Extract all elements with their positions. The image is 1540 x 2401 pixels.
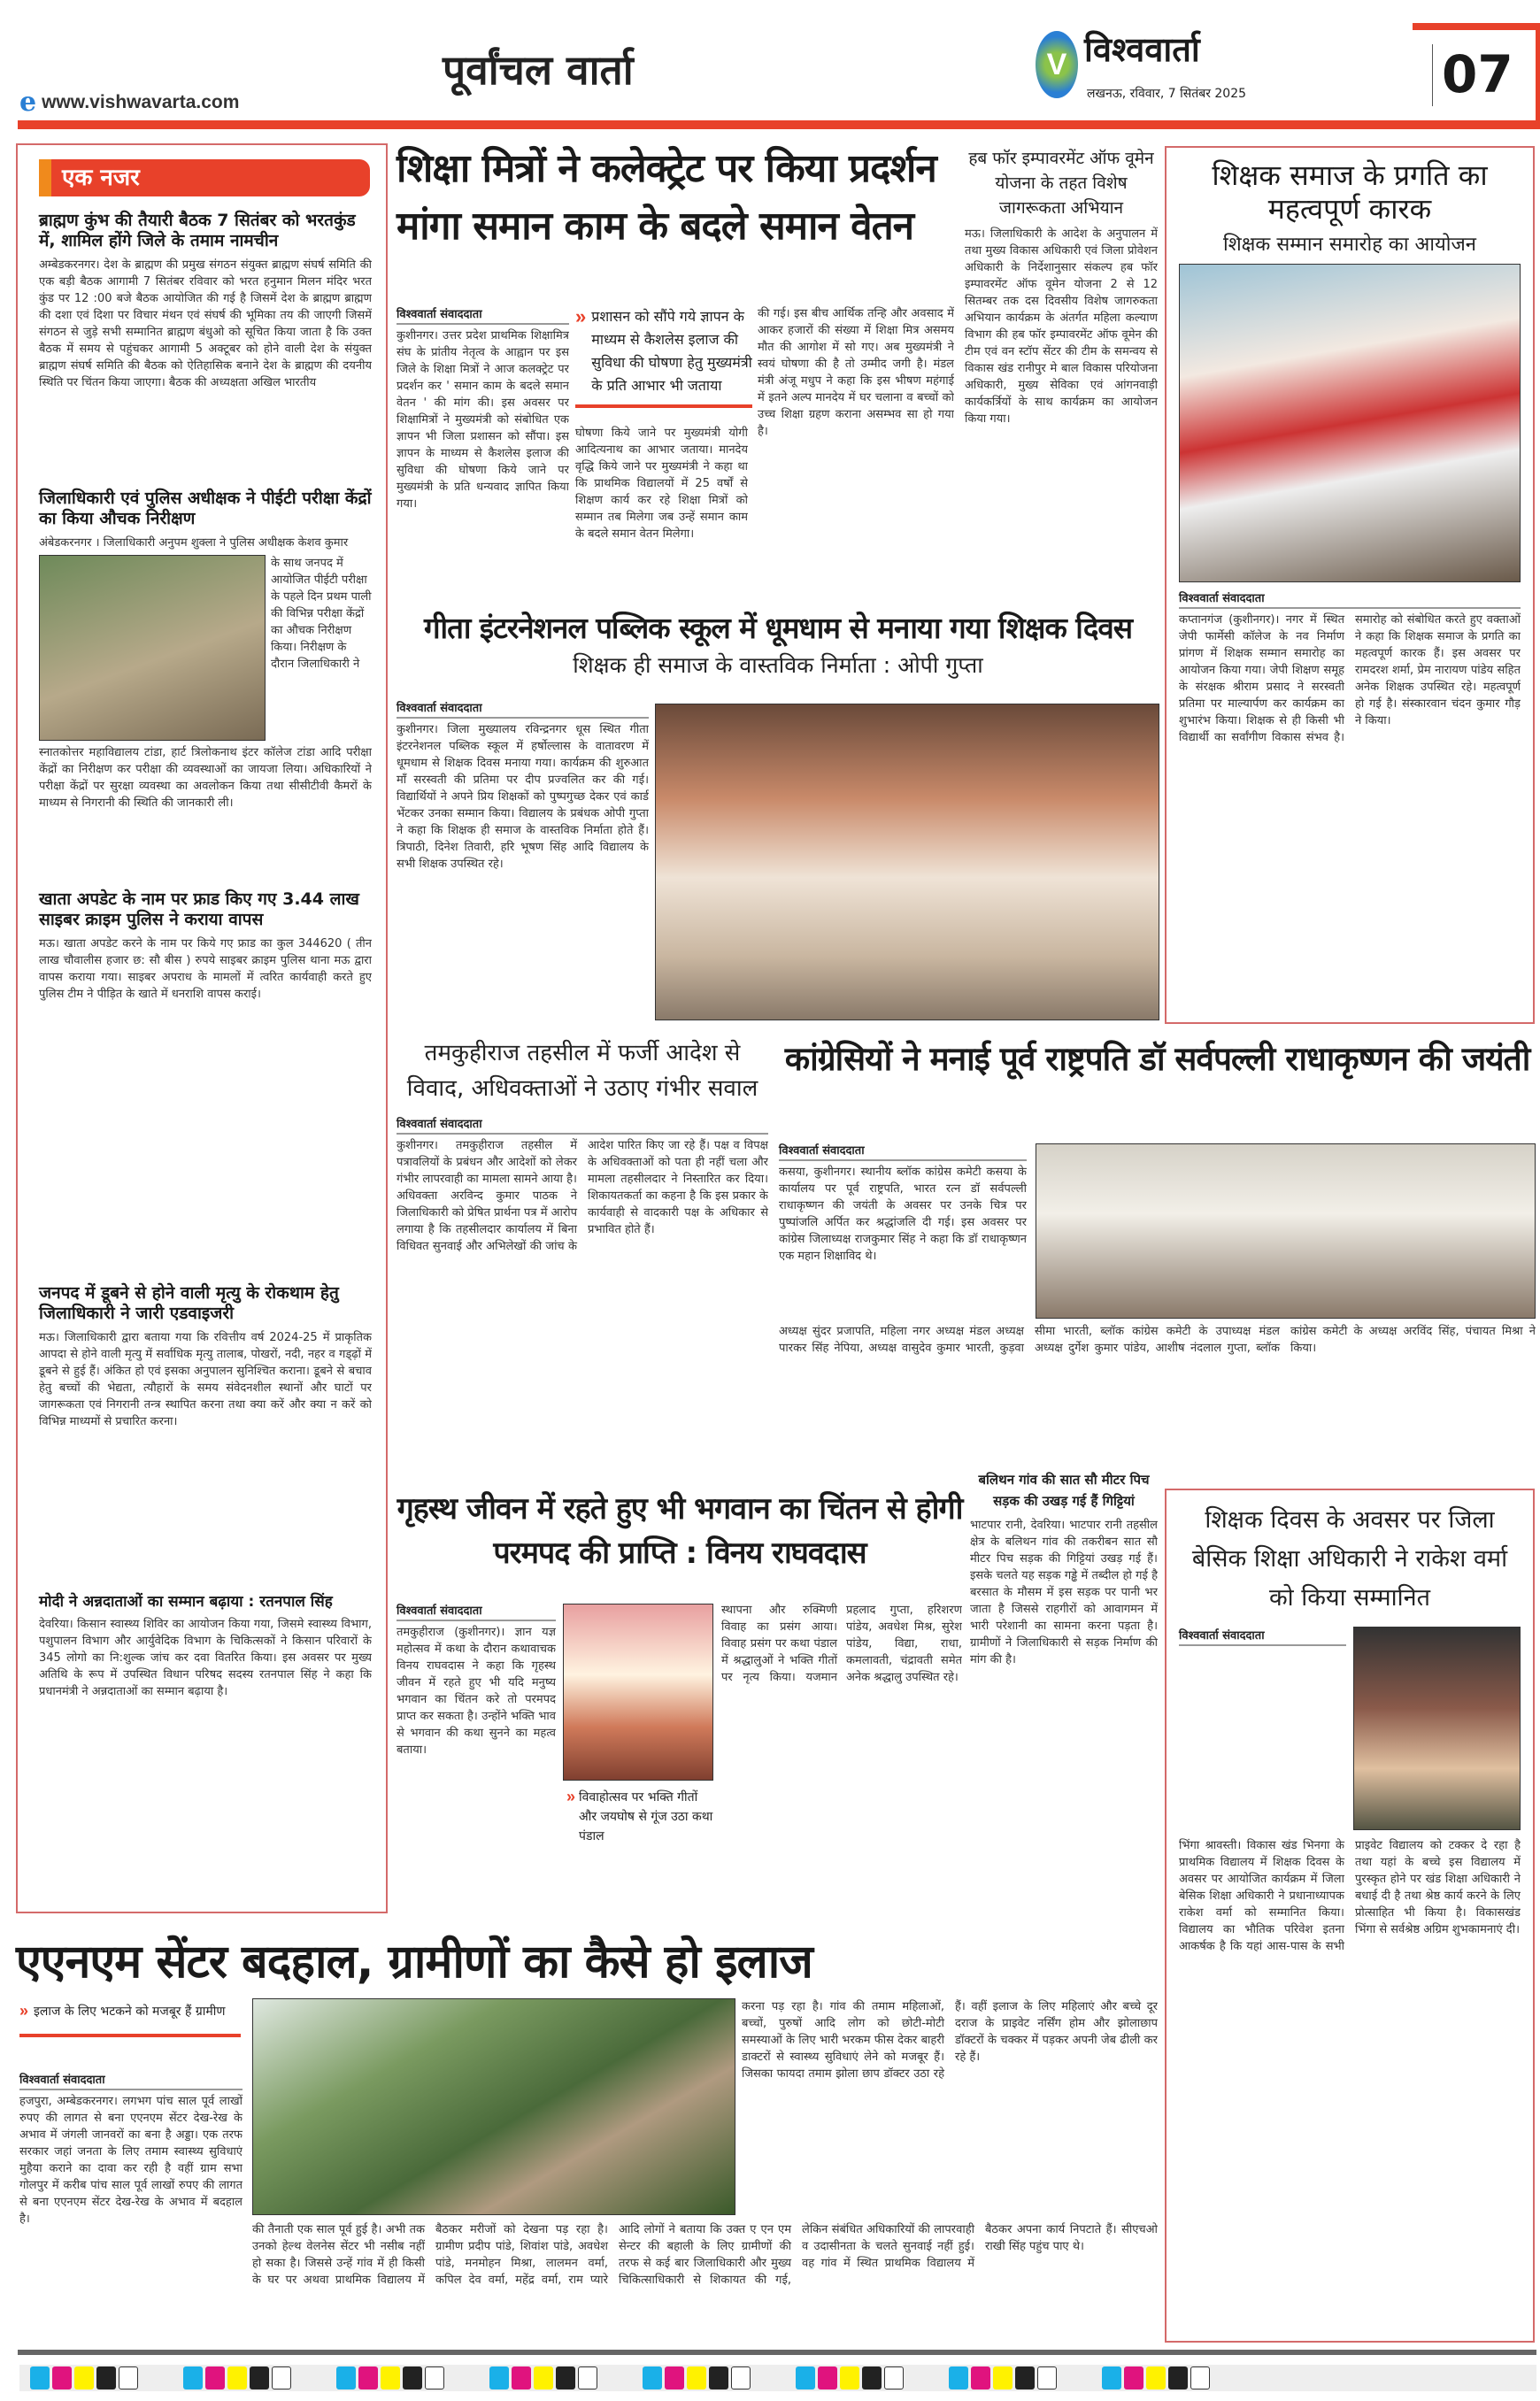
page-number: 07: [1432, 44, 1513, 106]
article-brahman-kumbh: [39, 211, 372, 460]
byline: विश्ववार्ता संवाददाता: [779, 1142, 1027, 1161]
photo-teachers-day-group: [655, 704, 1159, 1020]
article-body: कसया, कुशीनगर। स्थानीय ब्लॉक कांग्रेस कमेटी कसया के कार्यालय पर पूर्व राष्ट्रपति, भारत रत्न डॉ सर्वपल्ली राधाकृष्णन की जयंती के अवसर पर उनके चित्र पर पुष्पांजलि अर्पित कर श्रद्धांजलि दी गई। इस अवसर पर कांग्रेस जिलाध्यक्ष राजकुमार सिंह ने कहा कि डॉ राधाकृष्णन एक महान शिक्षाविद थे।: [779, 1166, 1027, 1263]
section-title: पूर्वांचल वार्ता: [443, 46, 634, 94]
article-balithan-road: [970, 1469, 1158, 1897]
quote-chevron-icon: »: [575, 305, 587, 327]
lead-story: [397, 146, 959, 250]
article-body: भाटपार रानी, देवरिया। भाटपार रानी तहसील क्षेत्र के बलिथन गांव की तकरीबन सात सौ मीटर पिच सड़क की गिट्टियां उखड़ गई हैं। इसके चलते यह सड़क गड्ढे में तब्दील हो गई है बरसात के मौसम में इस सड़क पर पानी भर जाता है जिससे राहगीरों को आवागमन में भारी परेशानी का सामना करना पड़ता है। ग्रामीणों ने जिलाधिकारी से सड़क निर्माण की मांग की है।: [970, 1519, 1158, 1666]
article-body: कप्तानगंज (कुशीनगर)। नगर में स्थित जेपी फार्मेसी कॉलेज के नव निर्माण प्रांगण में शिक्षक सम्मान समारोह का आयोजन किया गया। जेपी शिक्षण समूह के संरक्षक श्रीराम प्रसाद ने सरस्वती प्रतिमा पर माल्यार्पण कर कार्यक्रम का शुभारंभ किया। शिक्षक से ही किसी भी विद्यार्थी का सर्वांगीण विकास संभव है। समारोह को संबोधित करते हुए वक्ताओं ने कहा कि शिक्षक समाज के प्रगति का महत्वपूर्ण कारक हैं। इस अवसर पर रामदरश शर्मा, प्रेम नारायण पांडेय सहित अनेक शिक्षक उपस्थित रहे। महत्वपूर्ण हो गई है। संस्कारवान चंदन कुमार गौड़ ने किया।: [1179, 612, 1521, 744]
grihasth-pullquote: [566, 1788, 717, 1846]
quote-chevron-icon: »: [566, 1788, 576, 1805]
byline: विश्ववार्ता संवाददाता: [19, 2071, 243, 2090]
ek-nazar-tag: [39, 159, 370, 196]
color-swatch-group: [489, 2366, 600, 2389]
headline: हब फॉर इम्पावरमेंट ऑफ वूमेन योजना के तहत विशेष जागरूकता अभियान: [968, 149, 1154, 218]
byline: विश्ववार्ता संवाददाता: [1179, 1627, 1346, 1646]
headline: शिक्षक दिवस के अवसर पर जिला बेसिक शिक्षा अधिकारी ने राकेश वर्मा को किया सम्मानित: [1191, 1506, 1508, 1612]
headline: जिलाधिकारी एवं पुलिस अधीक्षक ने पीईटी परीक्षा केंद्रों का किया औचक निरीक्षण: [39, 489, 372, 528]
article-congress: [779, 1040, 1536, 1079]
article-body: तमकुहीराज (कुशीनगर)। ज्ञान यज्ञ महोत्सव में कथा के दौरान कथावाचक विनय राघवदास ने कहा कि गृहस्थ जीवन में रहते हुए भी यदि मनुष्य भगवान का चिंतन करे तो परमपद प्राप्त कर सकता है। उन्होंने भक्ति भाव से भगवान की कथा सुनने का महत्व बताया।: [397, 1626, 556, 1757]
article-body: देवरिया। किसान स्वास्थ्य शिविर का आयोजन किया गया, जिसमे स्वास्थ्य विभाग, पशुपालन विभाग और आर्युवेदिक विभाग के चिकित्सकों ने किसान परिवारों के 345 लोगो का नि:शुल्क जांच कर दवा वितरित किया। इस अवसर पर मुख्य अतिथि के रूप में उपस्थित विधान परिषद सदस्य रतनपाल सिंह ने कहा कि प्रधानमंत्री ने अन्नदाताओं का सम्मान बढ़ाया है।: [39, 1618, 372, 1699]
photo-congress-tribute: [1036, 1143, 1536, 1319]
color-swatch-group: [796, 2366, 906, 2389]
photo-award: [1353, 1627, 1521, 1830]
headline: शिक्षक समाज के प्रगति का महत्वपूर्ण कारक: [1212, 158, 1488, 227]
article-body: के साथ जनपद में आयोजित पीईटी परीक्षा के पहले दिन प्रथम पाली की विभिन्न परीक्षा केंद्रों का औचक निरीक्षण किया। निरीक्षण के दौरान जिलाधिकारी ने: [271, 556, 372, 671]
article-grihasth: [397, 1487, 963, 1575]
article-lead: अंबेडकरनगर । जिलाधिकारी अनुपम शुक्ला ने पुलिस अधीक्षक केशव कुमार: [39, 535, 349, 550]
color-swatch-group: [30, 2366, 141, 2389]
article-modi-farmers: [39, 1593, 372, 1899]
color-swatch-group: [949, 2366, 1059, 2389]
brand-logo-icon: V: [1036, 31, 1078, 98]
dateline: लखनऊ, रविवार, 7 सितंबर 2025: [1087, 87, 1247, 101]
lead-col-1: [397, 305, 569, 593]
congress-caption-text: अध्यक्ष सुंदर प्रजापति, महिला नगर अध्यक्ष मंडल अध्यक्ष पारकर सिंह नेपिया, अध्यक्ष वासुदेव कुमार भारती, कुड़वा सीमा भारती, ब्लॉक कांग्रेस कमेटी के उपाध्यक्ष मंडल अध्यक्ष दुर्गेश कुमार पांडेय, आशीष नंदलाल गुप्ता, ब्लॉक कांग्रेस कमेटी के अध्यक्ष अरविंद सिंह, पंचायत मिश्रा ने किया।: [779, 1325, 1536, 1355]
tag-label: एक नजर: [62, 165, 140, 191]
article-tamkuhi: [397, 1035, 768, 1456]
anm-col-1: [19, 2071, 243, 2350]
byline: विश्ववार्ता संवाददाता: [397, 305, 569, 325]
lead-col-3: की गई। इस बीच आर्थिक तन्हि और अवसाद में आकर हजारों की संख्या में शिक्षा मित्र असमय मौत की आगोश में सो गए। अब मुख्यमंत्री ने स्वयं घोषणा की है तो उम्मीद जगी है। मंडल मंत्री अंजू मधुप ने कहा कि इस भीषण महंगाई में इतने अल्प मानदेय में घर चलाना व बच्चों को उच्च शिक्षा ग्रहण कराना असम्भव सा हो गया है।: [758, 307, 954, 438]
anm-headline: एएनएम सेंटर बदहाल, ग्रामीणों का कैसे हो इलाज: [16, 1935, 812, 1989]
article-rakesh-verma: [1165, 1489, 1535, 2343]
color-swatch-group: [643, 2366, 753, 2389]
article-body: कुशीनगर। तमकुहीराज तहसील में पत्रावलियों के प्रबंधन और आदेशों को लेकर गंभीर लापरवाही का मामला सामने आया है। अधिवक्ता अरविन्द कुमार पाठक ने जिलाधिकारी को प्रेषित प्रार्थना पत्र में आरोप लगाया है कि तहसीलदार कार्यालय में बिना विधिवत सुनवाई और अभिलेखों की जांच के आदेश पारित किए जा रहे हैं। पक्ष व विपक्ष के अधिवक्ताओं को पता ही नहीं चला और मामला तहसीलदार ने निस्तारित कर दिया। शिकायतकर्ता का कहना है कि इस प्रकार के कार्यवाही से वादकारी पक्ष के अधिकार से प्रभावित होते हैं।: [397, 1139, 768, 1253]
article-body: अम्बेडकरनगर। देश के ब्राह्मण की प्रमुख संगठन संयुक्त ब्राह्मण संघर्ष समिति की एक बड़ी बैठक आगामी 7 सितंबर रविवार को भरत हनुमान मिलन मंदिर भरत कुंड पर 12 :00 बजे बैठक आयोजित की गई है जिसमें देश के ब्राह्मण ब्राह्मण की दशा एवं दिशा पर विचार मंथन एवं संघर्ष की भूमिका तय की जाएगी जिसमें संगठन से जुड़े सभी सम्मानित ब्राह्मण बंधुओ को सूचित किया जाता है कि उक्त बैठक में समय से पहुंचकर आगामी 5 अक्टूबर को होने वाली देश के संयुक्त ब्राह्मण संघर्ष समिति की बैठक को ऐतिहासिक बनाने देश के ब्राह्मण की दयनीय स्थिति पर चिंतन किया जाएगा। बैठक की अध्यक्षता अखिल भारतीय: [39, 258, 372, 389]
quote-chevron-icon: »: [19, 2002, 29, 2020]
article-pet-inspection: [39, 489, 372, 904]
grihasth-col-3: स्थापना और रुक्मिणी विवाह का प्रसंग आया। विवाह प्रसंग पर कथा पंडाल में श्रद्धालुओं ने भक्ति गीतों पर नृत्य किया। यजमान प्रहलाद गुप्ता, हरिशरण पांडेय, अवधेश मिश्र, सुरेश पांडेय, विद्या, राधा, कमलावती, चंद्रावती समेत अनेक श्रद्धालु उपस्थित रहे।: [721, 1604, 962, 1684]
site-url[interactable]: e www.vishwavarta.com: [19, 87, 240, 118]
grihasth-col-1: [397, 1602, 556, 1916]
gita-body: [397, 699, 649, 1022]
color-swatch-group: [183, 2366, 294, 2389]
anm-col-2: करना पड़ रहा है। गांव की तमाम महिलाओं, बच्चों, पुरुषों आदि लोग को छोटी-मोटी समस्याओं के लिए भारी भरकम फीस देकर बाहरी डाक्टरों से स्वास्थ्य सुविधाएं लेने को मजबूर हैं। जिसका फायदा तमाम झोला छाप डॉक्टर उठा रहे हैं। वहीं इलाज के लिए महिलाएं और बच्चे दूर दराज के प्राइवेट नर्सिंग होम और झोलाछाप डॉक्टरों के चक्कर में पड़कर अपनी जेब ढीली कर रहे हैं।: [742, 2000, 1158, 2081]
byline: विश्ववार्ता संवाददाता: [397, 699, 649, 719]
subheadline: शिक्षक ही समाज के वास्तविक निर्माता : ओपी गुप्ता: [573, 651, 983, 678]
headline: मांगा समान काम के बदले समान वेतन: [397, 203, 914, 249]
article-body: कुशीनगर। जिला मुख्यालय रविन्द्रनगर धूस स्थित गीता इंटरनेशनल पब्लिक स्कूल में हर्षोल्लास के वातावरण में धूमधाम से शिक्षक दिवस मनाया गया। कार्यक्रम की शुरुआत माँ सरस्वती की प्रतिमा पर दीप प्रज्वलित कर की गई। विद्यार्थियों ने अपने प्रिय शिक्षकों को पुष्पगुच्छ देकर एवं कार्ड भेंटकर उनका सम्मान किया। विद्यालय के प्रबंधक ओपी गुप्ता ने कहा कि शिक्षक ही समाज के वास्तविक निर्माता होते हैं। त्रिपाठी, दिनेश तिवारी, हरि भूषण सिंह आदि विद्यालय के सभी शिक्षक उपस्थित रहे।: [397, 723, 649, 871]
color-registration-bar: [19, 2365, 1536, 2391]
article-body: मऊ। जिलाधिकारी द्वारा बताया गया कि रवित्तीय वर्ष 2024-25 में प्राकृतिक आपदा से होने वाली मृत्यु में सर्वाधिक मृत्यु तालाब, पोखरों, नदी, नहर व गड्ढ़ों में डूबने से हुई हैं। अंकित हो एवं इसका अनुपालन सुनिश्चित कराना। डूबने से बचाव हेतु बच्चों की भेद्यता, त्यौहारों के समय संवेदनशील स्थानों और घाटों पर जागरूकता एवं निगरानी तन्त्र स्थापित करना तथा क्या करें और क्या न करें को विभिन्न माध्यमों से प्रचारित करना।: [39, 1330, 372, 1428]
article-body: मऊ। जिलाधिकारी के आदेश के अनुपालन में तथा मुख्य विकास अधिकारी एवं जिला प्रोवेशन अधिकारी के निर्देशानुसार संकल्प हब फॉर इम्पावरमेंट ऑफ वूमेन योजना 2 से 12 सितम्बर तक दस दिवसीय विशेष जागरुकता अभियान कार्यक्रम के अंतर्गत महिला कल्याण विभाग की हब फॉर इम्पावरमेंट ऑफ वूमेन की टीम एवं वन स्टॉप सेंटर की टीम के समन्वय से विकास खंड रानीपुर मे बाल विकास परियोजना अधिकारी, मुख्य सेविका एवं आंगनवाड़ी कार्यकर्त्रियों के साथ कार्यक्रम का आयोजन किया गया।: [965, 227, 1158, 426]
headline: कांग्रेसियों ने मनाई पूर्व राष्ट्रपति डॉ सर्वपल्ली राधाकृष्णन की जयंती: [784, 1040, 1530, 1078]
color-swatch-group: [1102, 2366, 1213, 2389]
headline: ब्राह्मण कुंभ की तैयारी बैठक 7 सितंबर को भरतकुंड में, शामिल होंगे जिले के तमाम नामचीन: [39, 211, 356, 250]
article-hub-women: [965, 146, 1158, 580]
headline: जनपद में डूबने से होने वाली मृत्यु के रोकथाम हेतु जिलाधिकारी ने जारी एडवाइजरी: [39, 1283, 339, 1323]
color-swatch-group: [336, 2366, 447, 2389]
headline: बलिथन गांव की सात सौ मीटर पिच सड़क की उखड़ गई हैं गिट्टियां: [978, 1472, 1150, 1509]
headline: मोदी ने अन्नदाताओं का सम्मान बढ़ाया : रतनपाल सिंह: [39, 1593, 333, 1611]
browser-e-icon: e: [19, 87, 37, 118]
article-body: हजपुरा, अम्बेडकरनगर। लगभग पांच साल पूर्व लाखों रुपए की लागत से बना एएनएम सेंटर देख-रेख के अभाव में जंगली जानवरों का बना है अड्डा। एक तरफ सरकार जहां जनता के लिए तमाम स्वास्थ्य सुविधाएं मुहैया कराने का दावा कर रही है वहीं ग्राम सभा गोलपुर में करीब पांच साल पूर्व लाखों रुपए की लागत से बना एएनएम सेंटर देख-रेख के अभाव में बदहाल है।: [19, 2095, 243, 2226]
article-cyber-fraud: [39, 889, 372, 1254]
article-body: भिंगा श्रावस्ती। विकास खंड भिनगा के प्राथमिक विद्यालय में शिक्षक दिवस के अवसर पर आयोजित कार्यक्रम में जिला बेसिक शिक्षा अधिकारी ने प्रधानाध्यापक राकेश वर्मा को सम्मानित किया। विद्यालय का भौतिक परिवेश इतना आकर्षक है कि यहां आस-पास के सभी प्राइवेट विद्यालय को टक्कर दे रहा है तथा यहां के बच्चे इस विद्यालय में पुरस्कृत होने पर खंड शिक्षा अधिकारी ने बधाई दी है तथा श्रेष्ठ कार्य करने के लिए प्रोत्साहित भी किया है। विकासखंड भिंगा से सर्वश्रेष्ठ अग्रिम शुभकामनाएं दी।: [1179, 1839, 1521, 1953]
byline: विश्ववार्ता संवाददाता: [1179, 589, 1521, 609]
byline: विश्ववार्ता संवाददाता: [397, 1115, 768, 1135]
footer-rule: [18, 2350, 1536, 2355]
pullquote: इलाज के लिए भटकने को मजबूर हैं ग्रामीण: [34, 2005, 226, 2019]
article-body: मऊ। खाता अपडेट करने के नाम पर किये गए फ्राड का कुल 344620 ( तीन लाख चौवालीस हजार छ: सौ बीस ) रुपये साइबर क्राइम पुलिस थाना मऊ द्वारा वापस कराया गया। साइबर अपराध के मामलों में त्वरित कार्यवाही करते हुए पुलिस टीम ने पीड़ित के खाते में धनराशि वापस कराई।: [39, 936, 372, 1001]
headline: खाता अपडेट के नाम पर फ्राड किए गए 3.44 लाख साइबर क्राइम पुलिस ने कराया वापस: [39, 889, 359, 929]
headline: तमकुहीराज तहसील में फर्जी आदेश से विवाद, अधिवक्ताओं ने उठाए गंभीर सवाल: [406, 1040, 758, 1102]
photo-anm-center: [252, 1998, 735, 2215]
photo-exam-inspection: [39, 555, 266, 741]
headline: गीता इंटरनेशनल पब्लिक स्कूल में धूमधाम से मनाया गया शिक्षक दिवस: [423, 611, 1133, 645]
lead-pullquote: [575, 305, 752, 408]
subheadline: शिक्षक सम्मान समारोह का आयोजन: [1223, 233, 1476, 256]
anm-col-3: की तैनाती एक साल पूर्व हुई है। अभी तक उनको हेल्थ वेलनेस सेंटर भी नसीब नहीं हो सका है। जिससे उन्हें गांव में ही किसी के घर पर अथवा प्राथमिक विद्यालय में बैठकर मरीजों को देखना पड़ रहा है। ग्रामीण प्रदीप पांडे, शिवांश पांडे, अवधेश पांडे, मनमोहन मिश्रा, लालमन वर्मा, कपिल देव वर्मा, महेंद्र वर्मा, राम प्यारे आदि लोगों ने बताया कि उक्त ए एन एम सेन्टर की बहाली के लिए ग्रामीणों की तरफ से कई बार जिलाधिकारी और मुख्य चिकित्साधिकारी से शिकायत की गई, लेकिन संबंधित अधिकारियों की लापरवाही व उदासीनता के चलते सुनवाई नहीं हुई। वह गांव में स्थित प्राथमिक विद्यालय में बैठकर अपना कार्य निपटाते हैं। सीएचओ राखी सिंह पहुंच पाए थे।: [252, 2223, 1158, 2287]
photo-felicitation: [1179, 264, 1521, 582]
headline: शिक्षा मित्रों ने कलेक्ट्रेट पर किया प्रदर्शन: [397, 146, 936, 191]
article-gita-school: [397, 611, 1159, 680]
article-body: स्नातकोत्तर महाविद्यालय टांडा, हार्ट त्रिलोकनाथ इंटर कॉलेज टांडा आदि परीक्षा केंद्रों का निरीक्षण कर परीक्षा की व्यवस्थाओं का जायजा लिया। अधिकारियों ने परीक्षा केंद्रों पर सुरक्षा व्यवस्था का अवलोकन किया तथा सीसीटीवी कैमरों के माध्यम से निगरानी की स्थिति की जानकारी ली।: [39, 745, 372, 810]
article-shikshak-samman: [1165, 146, 1535, 1024]
headline: गृहस्थ जीवन में रहते हुए भी भगवान का चिंतन से होगी परमपद की प्राप्ति : विनय राघवदास: [397, 1491, 963, 1571]
header-rule: [18, 120, 1536, 129]
brand-name: विश्ववार्ता: [1084, 30, 1200, 69]
photo-katha: [563, 1604, 713, 1781]
congress-body: [779, 1142, 1027, 1332]
anm-pullquote: [19, 2002, 241, 2037]
pullquote: प्रशासन को सौंपे गये ज्ञापन के माध्यम से कैशलेस इलाज की सुविधा की घोषणा हेतु मुख्यमंत्री के प्रति आभार भी जताया: [591, 308, 752, 394]
article-body: कुशीनगर। उत्तर प्रदेश प्राथमिक शिक्षामित्र संघ के प्रांतीय नेतृत्व के आह्वान पर इस जिले के शिक्षा मित्रों ने आज कलक्ट्रेट पर प्रदर्शन कर ' समान काम के बदले समान वेतन ' की मांग की। इस अवसर पर शिक्षामित्रों ने मुख्यमंत्री को संबोधित एक ज्ञापन भी जिला प्रशासन को सौंपा। इस ज्ञापन के माध्यम से कैशलेस इलाज की सुविधा की घोषणा किये जाने पर मुख्यमंत्री के प्रति धन्यवाद ज्ञापित किया गया।: [397, 329, 569, 511]
article-drowning-advisory: [39, 1283, 372, 1604]
pullquote: विवाहोत्सव पर भक्ति गीतों और जयघोष से गूंज उठा कथा पंडाल: [579, 1790, 713, 1843]
lead-col-2: घोषणा किये जाने पर मुख्यमंत्री योगी आदित्यनाथ का आभार जताया। मानदेय वृद्धि किये जाने पर मुख्यमंत्री ने कहा था कि प्राथमिक विद्यालयों में 25 वर्षों से शिक्षण कार्य कर रहे शिक्षा मित्रों को सम्मान तब मिलेगा जब उन्हें समान काम के बदले समान वेतन मिलेगा।: [575, 427, 748, 541]
byline: विश्ववार्ता संवाददाता: [397, 1602, 556, 1621]
